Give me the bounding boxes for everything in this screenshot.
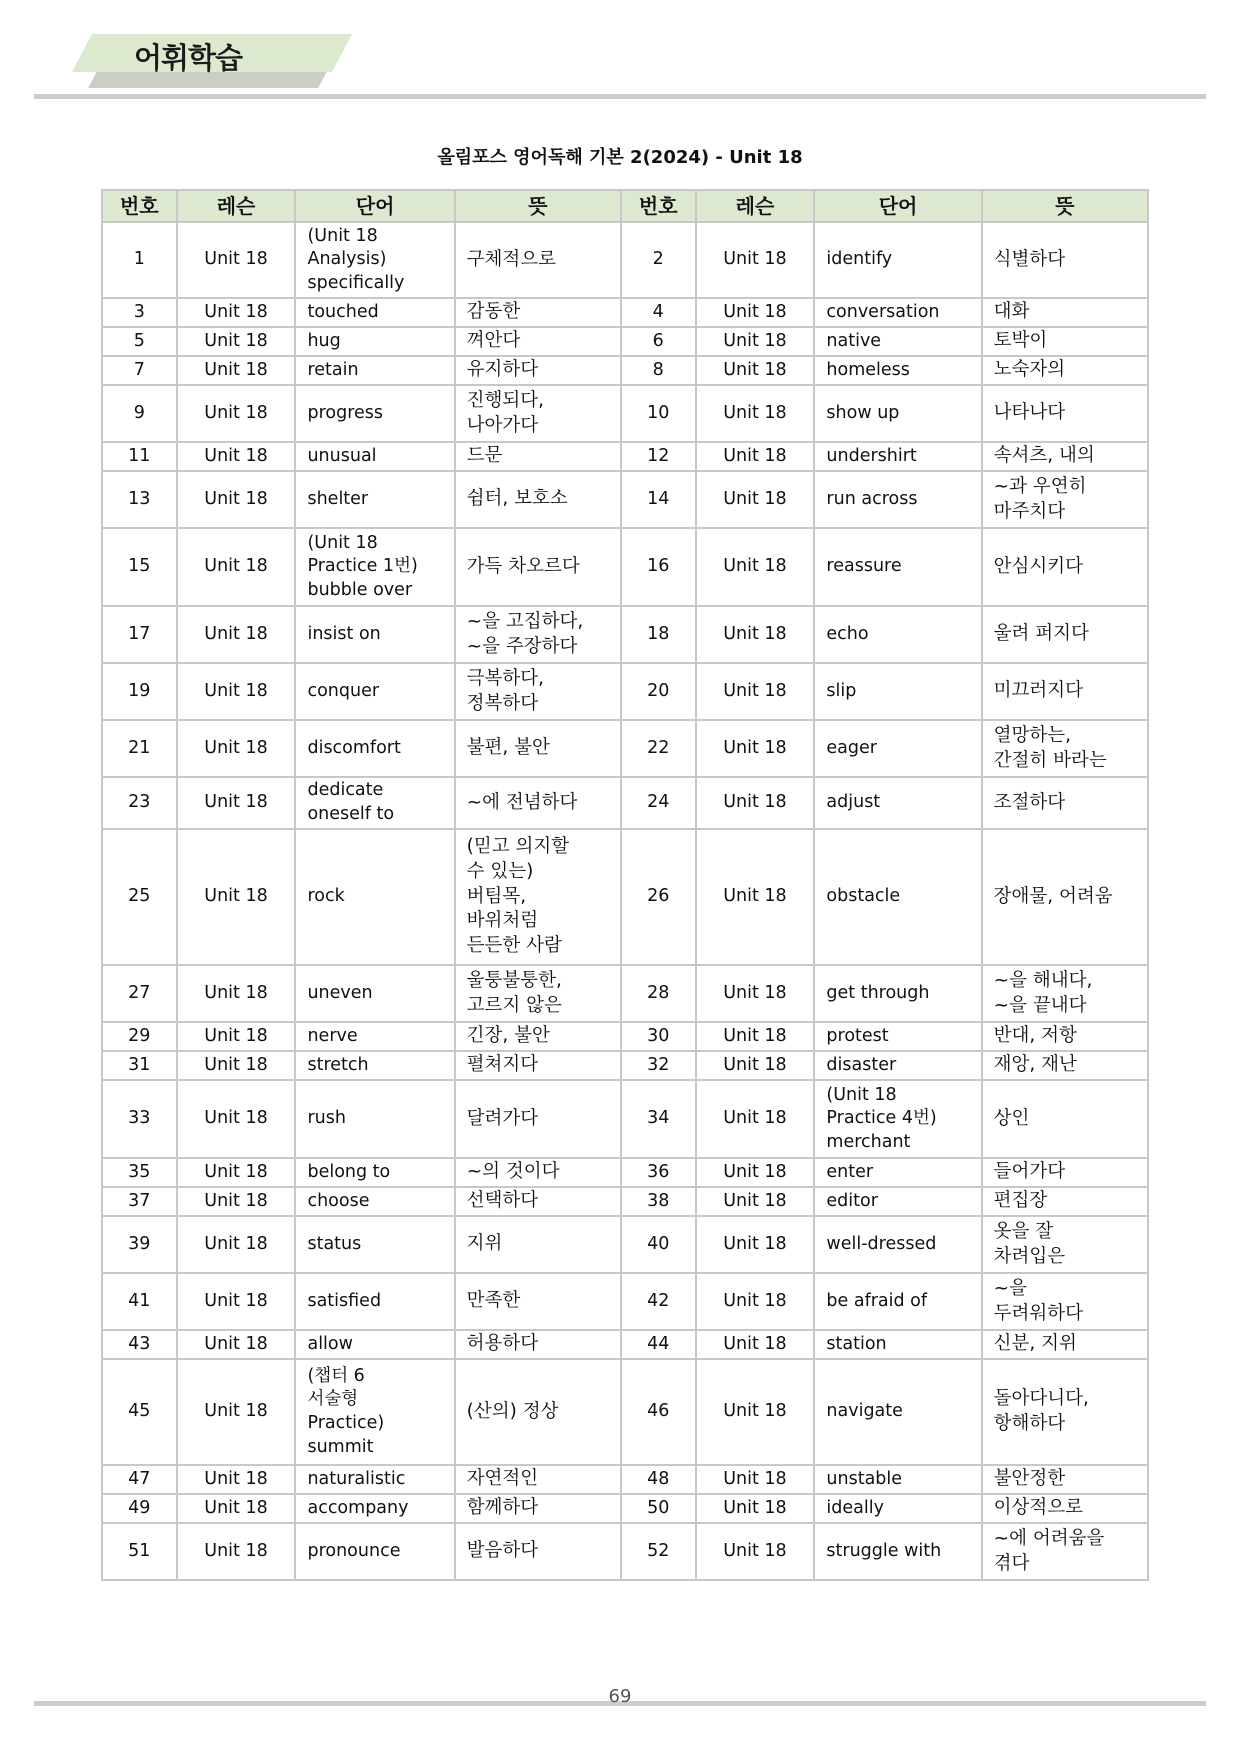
entry-lesson: Unit 18 — [696, 1330, 815, 1359]
table-body — [102, 222, 1148, 1580]
entry-lesson: Unit 18 — [177, 663, 296, 720]
entry-word: identify — [814, 222, 981, 298]
entry-word: (Unit 18 Practice 4번) merchant — [814, 1080, 981, 1158]
entry-number: 27 — [102, 965, 177, 1022]
entry-meaning: 유지하다 — [455, 356, 621, 385]
entry-meaning: 발음하다 — [455, 1523, 621, 1580]
table-row — [102, 1187, 1148, 1216]
entry-meaning: 상인 — [982, 1080, 1148, 1158]
entry-word: echo — [814, 606, 981, 663]
vocabulary-table — [101, 189, 1149, 1581]
entry-number: 8 — [621, 356, 696, 385]
table-row — [102, 720, 1148, 777]
entry-meaning: 속셔츠, 내의 — [982, 442, 1148, 471]
entry-word: unstable — [814, 1465, 981, 1494]
entry-number: 10 — [621, 385, 696, 442]
entry-lesson: Unit 18 — [696, 829, 815, 965]
entry-number: 2 — [621, 222, 696, 298]
entry-word: get through — [814, 965, 981, 1022]
entry-meaning: 울퉁불퉁한, 고르지 않은 — [455, 965, 621, 1022]
entry-number: 6 — [621, 327, 696, 356]
entry-word: touched — [295, 298, 454, 327]
entry-number: 13 — [102, 471, 177, 528]
entry-number: 31 — [102, 1051, 177, 1080]
entry-meaning: 안심시키다 — [982, 528, 1148, 606]
entry-word: editor — [814, 1187, 981, 1216]
entry-word: obstacle — [814, 829, 981, 965]
entry-meaning: 가득 차오르다 — [455, 528, 621, 606]
entry-word: shelter — [295, 471, 454, 528]
entry-number: 7 — [102, 356, 177, 385]
table-row — [102, 777, 1148, 829]
entry-meaning: 불편, 불안 — [455, 720, 621, 777]
table-row — [102, 222, 1148, 298]
entry-number: 4 — [621, 298, 696, 327]
entry-word: conquer — [295, 663, 454, 720]
entry-number: 16 — [621, 528, 696, 606]
entry-lesson: Unit 18 — [177, 720, 296, 777]
entry-meaning: 토박이 — [982, 327, 1148, 356]
entry-number: 52 — [621, 1523, 696, 1580]
entry-lesson: Unit 18 — [696, 1216, 815, 1273]
entry-word: enter — [814, 1158, 981, 1187]
table-row — [102, 1359, 1148, 1465]
table-row — [102, 1330, 1148, 1359]
entry-word: rush — [295, 1080, 454, 1158]
entry-word: eager — [814, 720, 981, 777]
table-row — [102, 1158, 1148, 1187]
table-row — [102, 1080, 1148, 1158]
entry-word: (챕터 6 서술형 Practice) summit — [295, 1359, 454, 1465]
entry-lesson: Unit 18 — [696, 442, 815, 471]
header-lesson: 레슨 — [696, 190, 815, 222]
table-row — [102, 1273, 1148, 1330]
entry-meaning: 노숙자의 — [982, 356, 1148, 385]
entry-word: choose — [295, 1187, 454, 1216]
entry-lesson: Unit 18 — [696, 663, 815, 720]
entry-lesson: Unit 18 — [177, 1465, 296, 1494]
entry-word: protest — [814, 1022, 981, 1051]
table-row — [102, 606, 1148, 663]
table-row — [102, 1465, 1148, 1494]
header-number: 번호 — [621, 190, 696, 222]
entry-meaning: 자연적인 — [455, 1465, 621, 1494]
entry-lesson: Unit 18 — [177, 442, 296, 471]
entry-lesson: Unit 18 — [696, 1465, 815, 1494]
entry-lesson: Unit 18 — [177, 1216, 296, 1273]
entry-meaning: ~과 우연히 마주치다 — [982, 471, 1148, 528]
entry-word: belong to — [295, 1158, 454, 1187]
table-row — [102, 327, 1148, 356]
table-row — [102, 356, 1148, 385]
entry-number: 14 — [621, 471, 696, 528]
entry-number: 46 — [621, 1359, 696, 1465]
entry-meaning: 편집장 — [982, 1187, 1148, 1216]
entry-number: 36 — [621, 1158, 696, 1187]
entry-number: 30 — [621, 1022, 696, 1051]
entry-lesson: Unit 18 — [696, 356, 815, 385]
entry-lesson: Unit 18 — [177, 1187, 296, 1216]
entry-word: allow — [295, 1330, 454, 1359]
entry-number: 3 — [102, 298, 177, 327]
entry-number: 45 — [102, 1359, 177, 1465]
entry-lesson: Unit 18 — [696, 1080, 815, 1158]
entry-meaning: 껴안다 — [455, 327, 621, 356]
entry-meaning: 불안정한 — [982, 1465, 1148, 1494]
section-badge-label: 어휘학습 — [134, 41, 243, 75]
entry-word: accompany — [295, 1494, 454, 1523]
entry-number: 23 — [102, 777, 177, 829]
entry-meaning: 열망하는, 간절히 바라는 — [982, 720, 1148, 777]
entry-lesson: Unit 18 — [696, 327, 815, 356]
entry-meaning: (산의) 정상 — [455, 1359, 621, 1465]
entry-lesson: Unit 18 — [696, 1523, 815, 1580]
entry-lesson: Unit 18 — [696, 1051, 815, 1080]
entry-number: 35 — [102, 1158, 177, 1187]
entry-number: 1 — [102, 222, 177, 298]
entry-meaning: 긴장, 불안 — [455, 1022, 621, 1051]
entry-meaning: 펼쳐지다 — [455, 1051, 621, 1080]
entry-lesson: Unit 18 — [177, 1359, 296, 1465]
header-word: 단어 — [814, 190, 981, 222]
entry-lesson: Unit 18 — [177, 385, 296, 442]
entry-lesson: Unit 18 — [696, 222, 815, 298]
entry-number: 5 — [102, 327, 177, 356]
entry-meaning: 이상적으로 — [982, 1494, 1148, 1523]
header-rule — [34, 94, 1206, 99]
entry-word: undershirt — [814, 442, 981, 471]
entry-number: 22 — [621, 720, 696, 777]
header-meaning: 뜻 — [982, 190, 1148, 222]
entry-meaning: 지위 — [455, 1216, 621, 1273]
entry-word: uneven — [295, 965, 454, 1022]
entry-meaning: 구체적으로 — [455, 222, 621, 298]
entry-lesson: Unit 18 — [696, 1494, 815, 1523]
entry-number: 34 — [621, 1080, 696, 1158]
entry-word: run across — [814, 471, 981, 528]
entry-word: (Unit 18 Practice 1번) bubble over — [295, 528, 454, 606]
entry-number: 15 — [102, 528, 177, 606]
entry-word: be afraid of — [814, 1273, 981, 1330]
entry-meaning: (믿고 의지할 수 있는) 버팀목, 바위처럼 든든한 사람 — [455, 829, 621, 965]
entry-lesson: Unit 18 — [696, 528, 815, 606]
entry-word: retain — [295, 356, 454, 385]
entry-meaning: 울려 퍼지다 — [982, 606, 1148, 663]
entry-lesson: Unit 18 — [177, 1523, 296, 1580]
entry-word: struggle with — [814, 1523, 981, 1580]
entry-lesson: Unit 18 — [177, 1051, 296, 1080]
table-row — [102, 528, 1148, 606]
entry-number: 43 — [102, 1330, 177, 1359]
entry-lesson: Unit 18 — [177, 965, 296, 1022]
entry-word: station — [814, 1330, 981, 1359]
table-row — [102, 663, 1148, 720]
entry-lesson: Unit 18 — [177, 327, 296, 356]
entry-number: 41 — [102, 1273, 177, 1330]
entry-word: pronounce — [295, 1523, 454, 1580]
entry-word: nerve — [295, 1022, 454, 1051]
table-row — [102, 298, 1148, 327]
entry-number: 17 — [102, 606, 177, 663]
entry-lesson: Unit 18 — [696, 298, 815, 327]
table-row — [102, 829, 1148, 965]
table-row — [102, 1216, 1148, 1273]
table-row — [102, 1051, 1148, 1080]
entry-number: 12 — [621, 442, 696, 471]
entry-lesson: Unit 18 — [696, 965, 815, 1022]
entry-meaning: 들어가다 — [982, 1158, 1148, 1187]
entry-meaning: ~의 것이다 — [455, 1158, 621, 1187]
entry-lesson: Unit 18 — [696, 720, 815, 777]
entry-lesson: Unit 18 — [177, 777, 296, 829]
entry-number: 11 — [102, 442, 177, 471]
header-lesson: 레슨 — [177, 190, 296, 222]
entry-word: stretch — [295, 1051, 454, 1080]
table-row — [102, 965, 1148, 1022]
entry-number: 21 — [102, 720, 177, 777]
entry-lesson: Unit 18 — [177, 1080, 296, 1158]
entry-word: progress — [295, 385, 454, 442]
entry-meaning: 미끄러지다 — [982, 663, 1148, 720]
entry-word: discomfort — [295, 720, 454, 777]
entry-lesson: Unit 18 — [696, 1158, 815, 1187]
entry-meaning: 쉼터, 보호소 — [455, 471, 621, 528]
entry-number: 25 — [102, 829, 177, 965]
entry-word: unusual — [295, 442, 454, 471]
entry-word: status — [295, 1216, 454, 1273]
document-title: 올림포스 영어독해 기본 2(2024) - Unit 18 — [437, 147, 803, 168]
table-row — [102, 471, 1148, 528]
header-number: 번호 — [102, 190, 177, 222]
entry-lesson: Unit 18 — [696, 1359, 815, 1465]
entry-meaning: 재앙, 재난 — [982, 1051, 1148, 1080]
entry-lesson: Unit 18 — [696, 471, 815, 528]
entry-lesson: Unit 18 — [696, 606, 815, 663]
table-row — [102, 1523, 1148, 1580]
entry-meaning: 만족한 — [455, 1273, 621, 1330]
entry-number: 50 — [621, 1494, 696, 1523]
entry-number: 18 — [621, 606, 696, 663]
entry-word: native — [814, 327, 981, 356]
entry-number: 44 — [621, 1330, 696, 1359]
entry-number: 38 — [621, 1187, 696, 1216]
entry-number: 9 — [102, 385, 177, 442]
page-number: 69 — [608, 1686, 632, 1707]
entry-word: reassure — [814, 528, 981, 606]
entry-number: 20 — [621, 663, 696, 720]
table-row — [102, 1494, 1148, 1523]
entry-lesson: Unit 18 — [177, 356, 296, 385]
entry-number: 42 — [621, 1273, 696, 1330]
entry-meaning: 반대, 저항 — [982, 1022, 1148, 1051]
entry-word: rock — [295, 829, 454, 965]
entry-number: 28 — [621, 965, 696, 1022]
entry-lesson: Unit 18 — [177, 1494, 296, 1523]
header-meaning: 뜻 — [455, 190, 621, 222]
entry-number: 47 — [102, 1465, 177, 1494]
entry-number: 48 — [621, 1465, 696, 1494]
entry-meaning: ~에 어려움을 겪다 — [982, 1523, 1148, 1580]
entry-meaning: 선택하다 — [455, 1187, 621, 1216]
entry-meaning: 드문 — [455, 442, 621, 471]
entry-number: 29 — [102, 1022, 177, 1051]
entry-lesson: Unit 18 — [696, 1022, 815, 1051]
entry-lesson: Unit 18 — [696, 777, 815, 829]
entry-number: 26 — [621, 829, 696, 965]
entry-word: (Unit 18 Analysis) specifically — [295, 222, 454, 298]
table-row — [102, 1022, 1148, 1051]
entry-meaning: ~을 해내다, ~을 끝내다 — [982, 965, 1148, 1022]
entry-number: 39 — [102, 1216, 177, 1273]
entry-lesson: Unit 18 — [177, 1158, 296, 1187]
entry-number: 49 — [102, 1494, 177, 1523]
entry-number: 32 — [621, 1051, 696, 1080]
entry-word: conversation — [814, 298, 981, 327]
entry-meaning: 식별하다 — [982, 222, 1148, 298]
entry-word: slip — [814, 663, 981, 720]
entry-word: show up — [814, 385, 981, 442]
entry-meaning: 돌아다니다, 항해하다 — [982, 1359, 1148, 1465]
entry-number: 33 — [102, 1080, 177, 1158]
entry-word: satisfied — [295, 1273, 454, 1330]
entry-meaning: 옷을 잘 차려입은 — [982, 1216, 1148, 1273]
table-header-row — [102, 190, 1148, 222]
entry-word: adjust — [814, 777, 981, 829]
entry-lesson: Unit 18 — [177, 1273, 296, 1330]
entry-meaning: 장애물, 어려움 — [982, 829, 1148, 965]
entry-word: ideally — [814, 1494, 981, 1523]
entry-word: navigate — [814, 1359, 981, 1465]
entry-meaning: ~을 고집하다, ~을 주장하다 — [455, 606, 621, 663]
entry-meaning: 달려가다 — [455, 1080, 621, 1158]
entry-meaning: ~을 두려워하다 — [982, 1273, 1148, 1330]
entry-number: 24 — [621, 777, 696, 829]
entry-meaning: 극복하다, 정복하다 — [455, 663, 621, 720]
entry-number: 40 — [621, 1216, 696, 1273]
entry-lesson: Unit 18 — [177, 528, 296, 606]
entry-word: insist on — [295, 606, 454, 663]
entry-lesson: Unit 18 — [177, 1022, 296, 1051]
entry-meaning: 신분, 지위 — [982, 1330, 1148, 1359]
entry-lesson: Unit 18 — [177, 1330, 296, 1359]
entry-meaning: 진행되다, 나아가다 — [455, 385, 621, 442]
entry-lesson: Unit 18 — [177, 471, 296, 528]
entry-word: naturalistic — [295, 1465, 454, 1494]
entry-meaning: 대화 — [982, 298, 1148, 327]
entry-number: 19 — [102, 663, 177, 720]
entry-word: dedicate oneself to — [295, 777, 454, 829]
section-badge — [62, 26, 362, 86]
entry-number: 51 — [102, 1523, 177, 1580]
entry-lesson: Unit 18 — [177, 829, 296, 965]
table-row — [102, 442, 1148, 471]
entry-lesson: Unit 18 — [696, 1273, 815, 1330]
entry-word: well-dressed — [814, 1216, 981, 1273]
entry-lesson: Unit 18 — [177, 606, 296, 663]
entry-word: disaster — [814, 1051, 981, 1080]
table-row — [102, 385, 1148, 442]
entry-word: homeless — [814, 356, 981, 385]
entry-word: hug — [295, 327, 454, 356]
entry-meaning: 감동한 — [455, 298, 621, 327]
header-word: 단어 — [295, 190, 454, 222]
entry-lesson: Unit 18 — [177, 222, 296, 298]
entry-lesson: Unit 18 — [177, 298, 296, 327]
entry-meaning: 나타나다 — [982, 385, 1148, 442]
entry-lesson: Unit 18 — [696, 1187, 815, 1216]
entry-number: 37 — [102, 1187, 177, 1216]
entry-meaning: ~에 전념하다 — [455, 777, 621, 829]
entry-meaning: 함께하다 — [455, 1494, 621, 1523]
entry-meaning: 조절하다 — [982, 777, 1148, 829]
entry-meaning: 허용하다 — [455, 1330, 621, 1359]
entry-lesson: Unit 18 — [696, 385, 815, 442]
